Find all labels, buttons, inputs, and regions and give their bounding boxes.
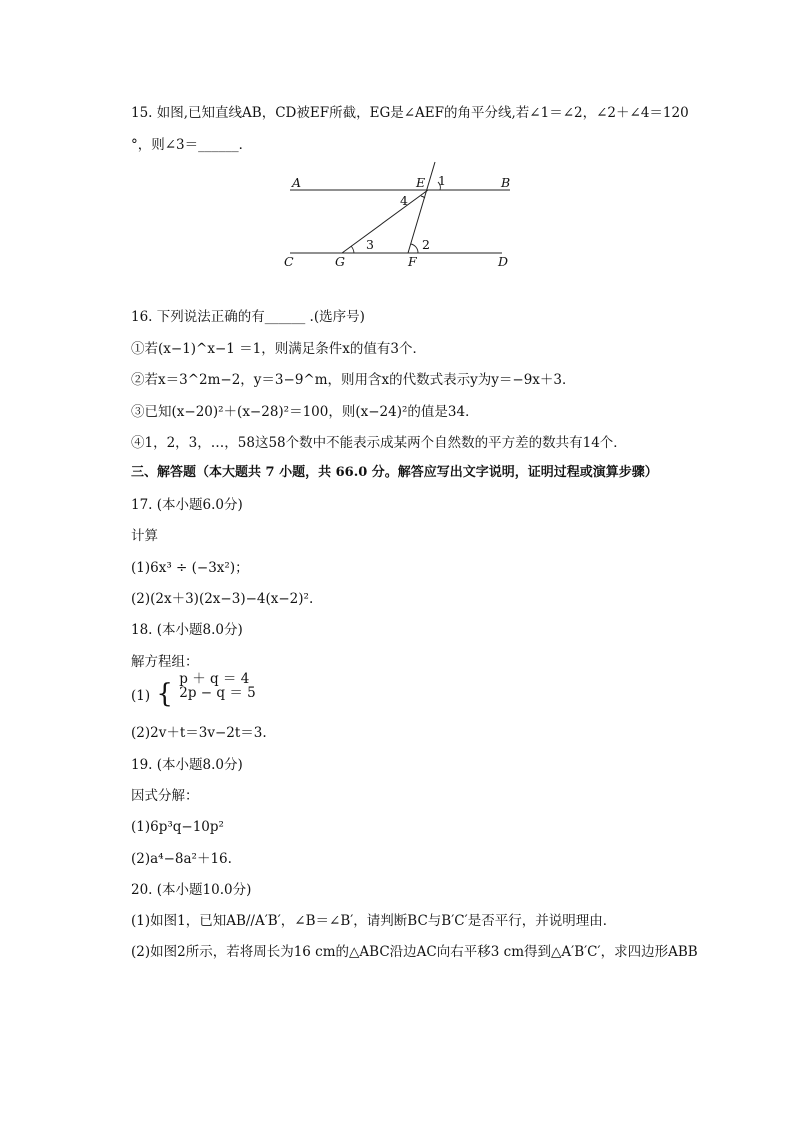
q16-item-1: ①若(x−1)^x−1 ＝1，则满足条件x的值有3个． [131,341,426,357]
q20-part2: (2)如图2所示，若将周长为16 cm的△ABC沿边AC向右平移3 cm得到△A′B′C′，求四边形ABB [131,944,698,960]
q18-header: 18. (本小题8.0分) [131,622,243,638]
q18-eq2: 2p − q ＝ 5 [179,685,256,701]
system-brace: { [156,679,173,709]
q18-system-prefix: (1) [131,687,151,704]
q18-equations [179,672,255,700]
q16-item-2: ②若x＝3^2m−2，y＝3−9^m，则用含x的代数式表示y为y＝−9x＋3． [131,372,576,388]
q16-item-4: ④1，2，3，…，58这58个数中不能表示成某两个自然数的平方差的数共有14个． [131,435,627,451]
section-heading: 三、解答题（本大题共 7 小题，共 66.0 分。解答应写出文字说明，证明过程或演算步骤） [131,465,658,480]
label-b: B [501,175,511,190]
q18-system [131,671,256,712]
label-angle-4: 4 [400,193,408,208]
label-angle-2: 2 [422,237,430,252]
q20-header: 20. (本小题10.0分) [131,882,252,898]
label-f: F [408,254,417,269]
q19-header: 19. (本小题8.0分) [131,757,243,773]
q18-eq1: p ＋ q ＝ 4 [179,671,250,687]
angle-3-arc [351,246,354,253]
q15-line1: 15. 如图,已知直线AB，CD被EF所截，EG是∠AEF的角平分线,若∠1＝∠2，∠2＋∠4＝120 [131,105,689,121]
q17-header: 17. (本小题6.0分) [131,497,243,513]
label-angle-3: 3 [366,237,374,252]
q16-stem: 16. 下列说法正确的有______ .(选序号) [131,309,365,325]
q19-part1: (1)6p³q−10p² [131,819,224,835]
label-a: A [292,175,302,190]
label-g: G [335,254,345,269]
label-d: D [498,254,509,269]
q16-item-3: ③已知(x−20)²＋(x−28)²＝100，则(x−24)²的值是34． [131,404,479,420]
q18-part2: (2)2v＋t＝3v−2t＝3. [131,725,267,741]
angle-2-arc [411,244,418,253]
label-angle-1: 1 [438,173,446,188]
q20-part1: (1)如图1，已知AB//A′B′，∠B＝∠B′，请判断BC与B′C′是否平行，并说明理由． [131,913,617,929]
q15-line2: °，则∠3＝______． [131,137,253,153]
q18-instruction: 解方程组： [131,654,199,670]
label-e: E [416,175,426,190]
q19-part2: (2)a⁴−8a²＋16. [131,851,232,867]
label-c: C [284,254,294,269]
q19-instruction: 因式分解： [131,788,199,804]
q17-part2: (2)(2x＋3)(2x−3)−4(x−2)². [131,591,314,607]
q17-part1: (1)6x³ ÷ (−3x²)； [131,560,249,576]
line-eg [342,190,428,253]
q17-instruction: 计算 [131,528,158,544]
q15-figure [280,160,520,272]
